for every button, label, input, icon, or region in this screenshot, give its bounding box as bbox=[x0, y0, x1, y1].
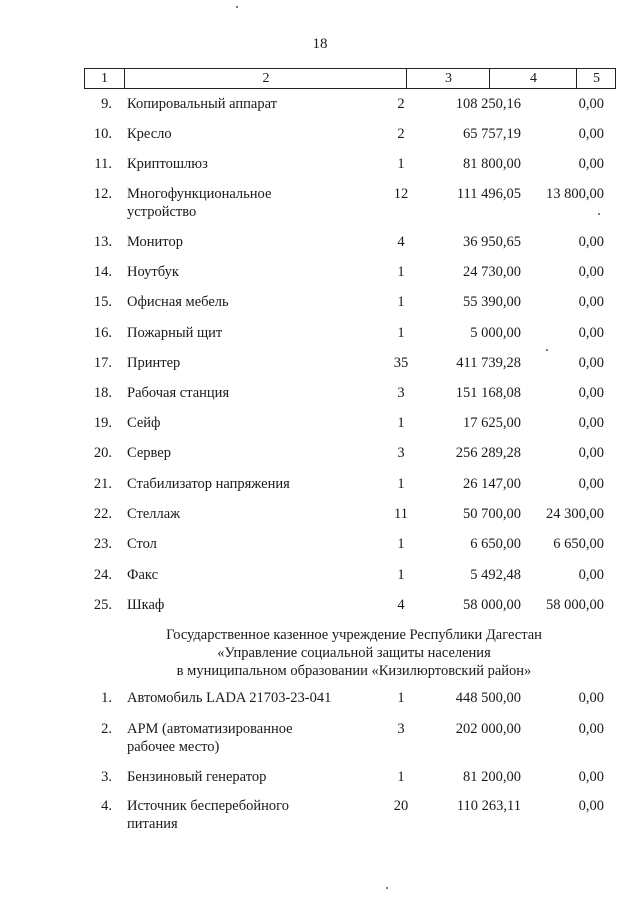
item-value-2: 0,00 bbox=[578, 325, 604, 341]
row-number: 21. bbox=[93, 476, 112, 492]
item-quantity: 12 bbox=[393, 186, 409, 202]
item-name: Стол bbox=[127, 536, 157, 552]
item-value-2: 6 650,00 bbox=[553, 536, 604, 552]
item-value: 108 250,16 bbox=[455, 96, 521, 112]
item-value: 17 625,00 bbox=[463, 415, 521, 431]
item-name: Автомобиль LADA 21703-23-041 bbox=[127, 690, 332, 706]
item-name: Шкаф bbox=[127, 597, 165, 613]
item-quantity: 2 bbox=[397, 96, 405, 112]
item-value-2: 0,00 bbox=[578, 156, 604, 172]
scan-speck bbox=[386, 887, 388, 889]
section-heading-line-1: Государственное казенное учреждение Республики Дагестан bbox=[166, 627, 542, 643]
row-number: 3. bbox=[101, 769, 112, 785]
item-value: 5 000,00 bbox=[470, 325, 521, 341]
item-name: Источник бесперебойного питания bbox=[127, 798, 289, 832]
item-value-2: 0,00 bbox=[578, 690, 604, 706]
item-value-2: 0,00 bbox=[578, 294, 604, 310]
row-number: 25. bbox=[93, 597, 112, 613]
header-col-2: 2 bbox=[124, 69, 407, 88]
item-name: Рабочая станция bbox=[127, 385, 230, 401]
item-quantity: 1 bbox=[397, 264, 405, 280]
row-number: 16. bbox=[93, 325, 112, 341]
header-col-3: 3 bbox=[406, 69, 490, 88]
item-name: Кресло bbox=[127, 126, 172, 142]
item-value-2: 0,00 bbox=[578, 798, 604, 814]
item-quantity: 3 bbox=[397, 721, 405, 737]
item-quantity: 3 bbox=[397, 385, 405, 401]
row-number: 15. bbox=[93, 294, 112, 310]
item-value-2: 0,00 bbox=[578, 445, 604, 461]
item-name: АРМ (автоматизированное рабочее место) bbox=[127, 721, 293, 755]
item-value-2: 0,00 bbox=[578, 721, 604, 737]
header-col-4: 4 bbox=[489, 69, 577, 88]
header-col-1: 1 bbox=[101, 71, 108, 86]
row-number: 22. bbox=[93, 506, 112, 522]
item-value-2: 0,00 bbox=[578, 96, 604, 112]
scan-speck bbox=[598, 213, 600, 215]
section-heading-line-2: «Управление социальной защиты населения bbox=[217, 645, 491, 661]
row-number: 9. bbox=[101, 96, 112, 112]
item-value: 5 492,48 bbox=[470, 567, 521, 583]
item-name: Сейф bbox=[127, 415, 161, 431]
item-name: Копировальный аппарат bbox=[127, 96, 278, 112]
item-value: 81 800,00 bbox=[463, 156, 521, 172]
row-number: 10. bbox=[93, 126, 112, 142]
row-number: 20. bbox=[93, 445, 112, 461]
item-value-2: 0,00 bbox=[578, 567, 604, 583]
item-quantity: 2 bbox=[397, 126, 405, 142]
row-number: 12. bbox=[93, 186, 112, 202]
item-quantity: 11 bbox=[394, 506, 408, 522]
row-number: 1. bbox=[101, 690, 112, 706]
item-quantity: 1 bbox=[397, 567, 405, 583]
item-name: Стабилизатор напряжения bbox=[127, 476, 290, 492]
item-quantity: 1 bbox=[397, 536, 405, 552]
item-quantity: 35 bbox=[393, 355, 409, 371]
item-value: 26 147,00 bbox=[463, 476, 521, 492]
item-name: Бензиновый генератор bbox=[127, 769, 267, 785]
item-value-2: 0,00 bbox=[578, 476, 604, 492]
section-heading bbox=[100, 626, 608, 680]
scan-speck bbox=[236, 6, 238, 8]
item-value: 111 496,05 bbox=[456, 186, 521, 202]
item-value-2: 0,00 bbox=[578, 385, 604, 401]
item-value: 81 200,00 bbox=[463, 769, 521, 785]
item-quantity: 3 bbox=[397, 445, 405, 461]
item-value-2: 24 300,00 bbox=[546, 506, 604, 522]
item-value: 36 950,65 bbox=[463, 234, 521, 250]
item-quantity: 4 bbox=[397, 234, 405, 250]
row-number: 14. bbox=[93, 264, 112, 280]
item-name: Многофункциональное устройство bbox=[127, 186, 272, 220]
row-number: 23. bbox=[93, 536, 112, 552]
item-value: 202 000,00 bbox=[455, 721, 521, 737]
item-value-2: 0,00 bbox=[578, 415, 604, 431]
header-col-5: 5 bbox=[576, 69, 616, 88]
row-number: 11. bbox=[94, 156, 112, 172]
item-value: 448 500,00 bbox=[455, 690, 521, 706]
item-value-2: 0,00 bbox=[578, 264, 604, 280]
item-name: Офисная мебель bbox=[127, 294, 229, 310]
item-quantity: 1 bbox=[397, 690, 405, 706]
item-value: 65 757,19 bbox=[463, 126, 521, 142]
item-value-2: 58 000,00 bbox=[546, 597, 604, 613]
scan-speck bbox=[546, 349, 548, 351]
item-name: Принтер bbox=[127, 355, 181, 371]
item-value-2: 0,00 bbox=[578, 769, 604, 785]
item-name: Монитор bbox=[127, 234, 183, 250]
item-value-2: 0,00 bbox=[578, 234, 604, 250]
item-quantity: 1 bbox=[397, 476, 405, 492]
item-quantity: 1 bbox=[397, 325, 405, 341]
item-name: Факс bbox=[127, 567, 159, 583]
row-number: 24. bbox=[93, 567, 112, 583]
row-number: 17. bbox=[93, 355, 112, 371]
row-number: 2. bbox=[101, 721, 112, 737]
item-quantity: 4 bbox=[397, 597, 405, 613]
section-heading-line-3: в муниципальном образовании «Кизилюртовский район» bbox=[176, 663, 532, 679]
page-number: 18 bbox=[312, 36, 328, 52]
item-value: 151 168,08 bbox=[455, 385, 521, 401]
item-name: Стеллаж bbox=[127, 506, 181, 522]
item-value: 110 263,11 bbox=[456, 798, 521, 814]
item-value-2: 0,00 bbox=[578, 126, 604, 142]
row-number: 13. bbox=[93, 234, 112, 250]
item-value: 256 289,28 bbox=[455, 445, 521, 461]
item-quantity: 1 bbox=[397, 294, 405, 310]
item-value: 50 700,00 bbox=[463, 506, 521, 522]
row-number: 18. bbox=[93, 385, 112, 401]
item-name: Пожарный щит bbox=[127, 325, 223, 341]
item-value: 55 390,00 bbox=[463, 294, 521, 310]
item-quantity: 20 bbox=[393, 798, 409, 814]
item-name: Криптошлюз bbox=[127, 156, 208, 172]
item-value: 24 730,00 bbox=[463, 264, 521, 280]
table-header bbox=[84, 68, 616, 89]
row-number: 4. bbox=[101, 798, 112, 814]
item-value: 411 739,28 bbox=[456, 355, 521, 371]
item-name: Ноутбук bbox=[127, 264, 179, 280]
item-value: 58 000,00 bbox=[463, 597, 521, 613]
item-value: 6 650,00 bbox=[470, 536, 521, 552]
item-value-2: 0,00 bbox=[578, 355, 604, 371]
item-name: Сервер bbox=[127, 445, 171, 461]
item-quantity: 1 bbox=[397, 156, 405, 172]
row-number: 19. bbox=[93, 415, 112, 431]
item-value-2: 13 800,00 bbox=[546, 186, 604, 202]
item-quantity: 1 bbox=[397, 415, 405, 431]
item-quantity: 1 bbox=[397, 769, 405, 785]
